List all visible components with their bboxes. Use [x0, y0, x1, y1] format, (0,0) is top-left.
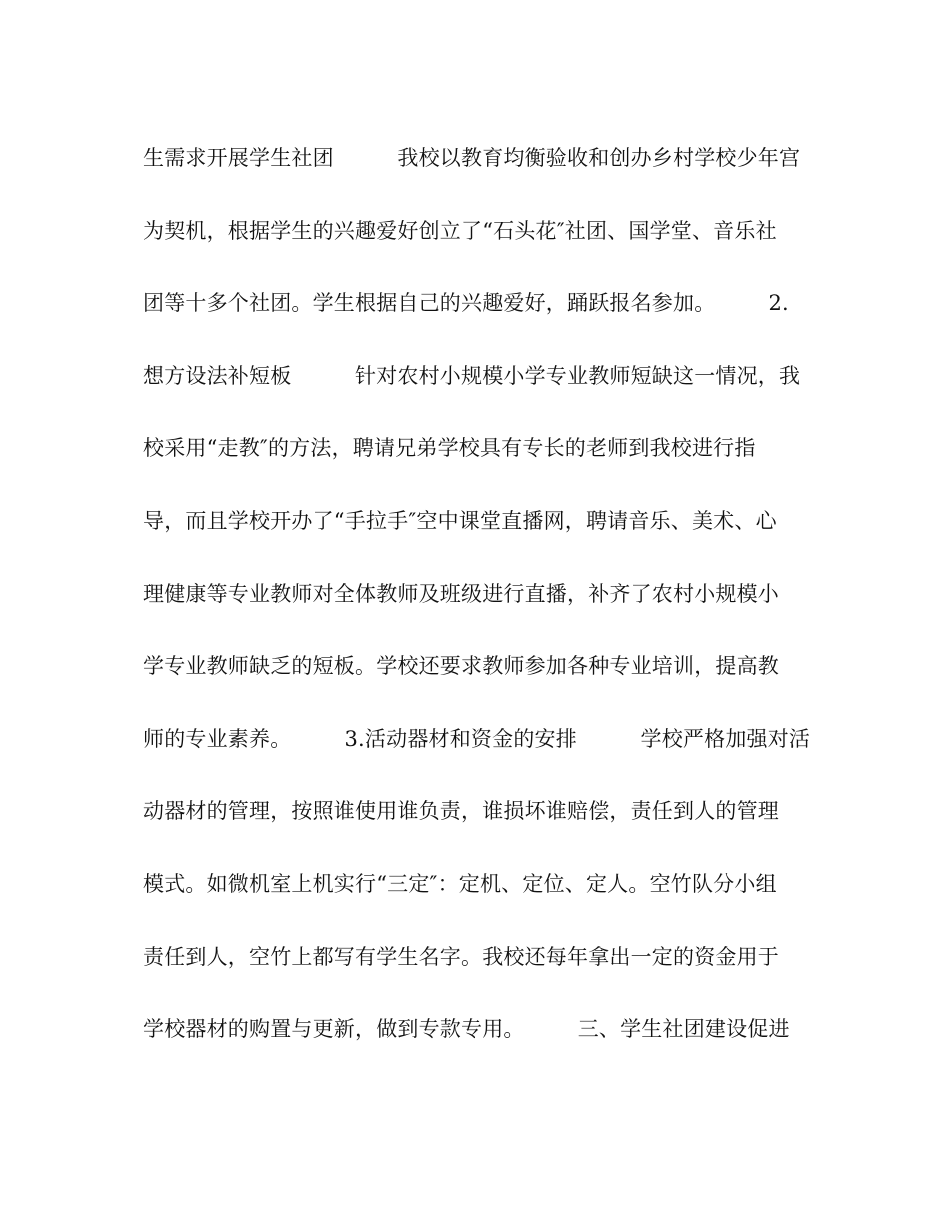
text-line: 动器材的管理，按照谁使用谁负责，谁损坏谁赔偿，责任到人的管理 [143, 799, 779, 824]
text-line: 为契机，根据学生的兴趣爱好创立了“石头花″社团、国学堂、音乐社 [143, 218, 777, 243]
text-line: 理健康等专业教师对全体教师及班级进行直播，补齐了农村小规模小 [143, 581, 779, 606]
text-line: 生需求开展学生社团 我校以教育均衡验收和创办乡村学校少年宫 [143, 146, 801, 170]
text-line: 模式。如微机室上机实行“三定″：定机、定位、定人。空竹队分小组 [143, 871, 777, 896]
text-line: 想方设法补短板 针对农村小规模小学专业教师短缺这一情况，我 [143, 363, 801, 388]
text-line: 团等十多个社团。学生根据自己的兴趣爱好，踊跃报名参加。 2. [143, 291, 789, 316]
text-line: 导，而且学校开办了“手拉手″空中课堂直播网，聘请音乐、美术、心 [143, 508, 777, 533]
body-text [143, 138, 823, 1082]
text-line: 学校器材的购置与更新，做到专款专用。 三、学生社团建设促进 [143, 1017, 790, 1042]
text-line: 责任到人，空竹上都写有学生名字。我校还每年拿出一定的资金用于 [143, 944, 779, 969]
text-line: 校采用“走教″的方法，聘请兄弟学校具有专长的老师到我校进行指 [143, 436, 756, 461]
text-line: 学专业教师缺乏的短板。学校还要求教师参加各种专业培训，提高教 [143, 654, 779, 679]
text-line: 师的专业素养。 3.活动器材和资金的安排 学校严格加强对活 [143, 726, 811, 751]
